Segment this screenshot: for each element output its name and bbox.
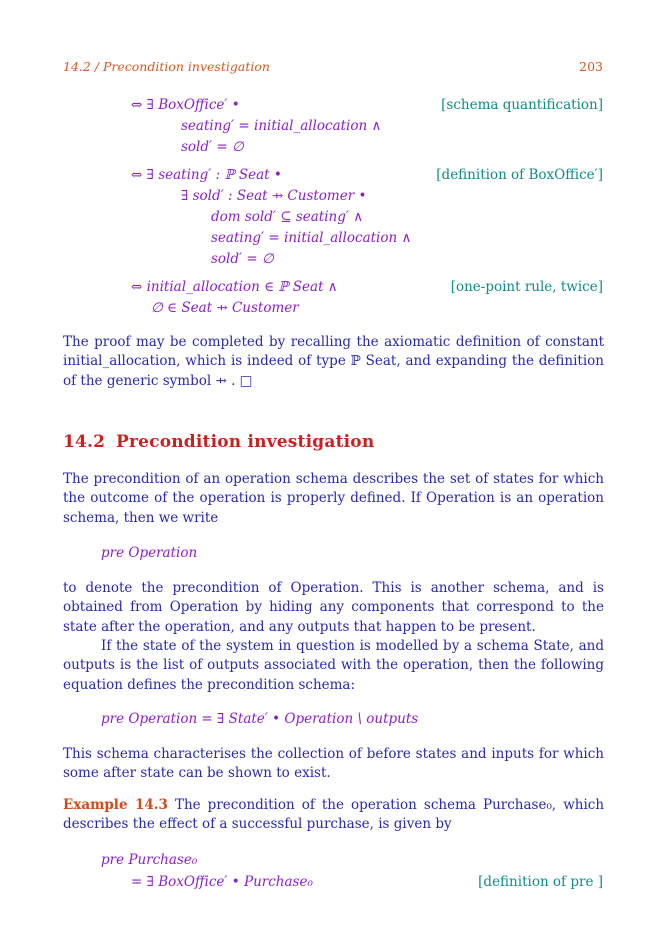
example-14-3 [63, 796, 604, 835]
justification-1: [schema quantification] [441, 97, 603, 113]
derivation-line-6: dom sold′ ⊆ seating′ ∧ [211, 209, 364, 225]
justification-3: [one-point rule, twice] [450, 279, 603, 295]
display-precondition-equation: pre Operation = ∃ State′ • Operation \ outputs [101, 711, 419, 727]
derivation-line-8: sold′ = ∅ [211, 251, 274, 267]
derivation-line-2: seating′ = initial_allocation ∧ [181, 118, 382, 134]
display-pre-purchase: pre Purchase₀ [101, 852, 198, 868]
derivation-line-9: ⇔ initial_allocation ∈ ℙ Seat ∧ [131, 279, 338, 295]
derivation-line-10: ∅ ∈ Seat ⇸ Customer [151, 300, 299, 316]
derivation-line-3: sold′ = ∅ [181, 139, 244, 155]
paragraph-precondition-definition: to denote the precondition of Operation. This is another schema, and is obtained from Operation by hiding any components that correspond to the state after the operation, and any outputs that happen to be present. [63, 580, 604, 635]
example-label: Example 14.3 [63, 797, 168, 813]
proof-paragraph: The proof may be completed by recalling the axiomatic definition of constant initial_allocation, which is indeed of type ℙ Seat, and expanding the definition of the generic symbol ⇸ . □ [63, 334, 604, 389]
page-number: 203 [579, 59, 603, 74]
section-number: 14.2 [63, 432, 106, 452]
display-pre-operation: pre Operation [101, 545, 198, 561]
paragraph-before-after: This schema characterises the collection of before states and inputs for which some after state can be shown to exist. [63, 746, 604, 782]
justification-2: [definition of BoxOffice′] [436, 167, 603, 183]
paragraph-precondition-intro: The precondition of an operation schema describes the set of states for which the outcome of the operation is properly defined. If Operation is an operation schema, then we write [63, 471, 604, 526]
derivation-line-7: seating′ = initial_allocation ∧ [211, 230, 412, 246]
section-title: Precondition investigation [116, 432, 375, 452]
paragraph-state-outputs: If the state of the system in question is modelled by a schema State, and outputs is the list of outputs associated with the operation, then the following equation defines the precondition schema: [63, 638, 604, 693]
derivation-line-1: ⇔ ∃ BoxOffice′ • [131, 97, 240, 113]
derivation-line-5: ∃ sold′ : Seat ⇸ Customer • [181, 188, 367, 204]
example-text: The precondition of the operation schema Purchase₀, which describes the effect of a successful purchase, is given by [63, 797, 605, 833]
display-pre-purchase-expansion: = ∃ BoxOffice′ • Purchase₀ [131, 874, 313, 890]
justification-pre: [definition of pre ] [478, 874, 603, 890]
running-header: 14.2 / Precondition investigation [63, 59, 270, 74]
derivation-line-4: ⇔ ∃ seating′ : ℙ Seat • [131, 167, 282, 183]
